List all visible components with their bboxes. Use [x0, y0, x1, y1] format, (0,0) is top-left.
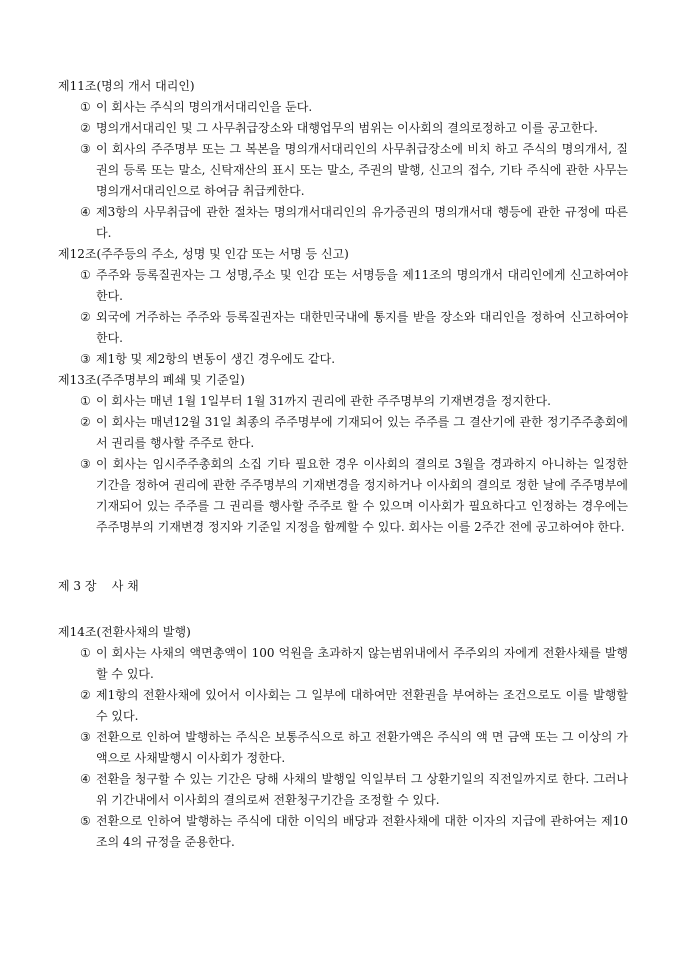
article-14 [58, 622, 628, 853]
article-item [58, 307, 628, 349]
item-text: 전환으로 인하여 발행하는 주식은 보통주식으로 하고 전환가액은 주식의 액 면 금액 또는 그 이상의 가액으로 사채발행시 이사회가 정한다. [96, 730, 628, 765]
item-number: ② [80, 310, 91, 324]
article-item [58, 349, 628, 370]
item-text: 이 회사는 매년12월 31일 최종의 주주명부에 기재되어 있는 주주를 그 결산기에 관한 정기주주총회에서 권리를 행사할 주주로 한다. [96, 415, 628, 450]
item-text: 외국에 거주하는 주주와 등록질권자는 대한민국내에 통지를 받을 장소와 대리인을 정하여 신고하여야 한다. [96, 310, 628, 345]
item-number: ③ [80, 142, 91, 156]
item-text: 주주와 등록질권자는 그 성명,주소 및 인감 또는 서명등을 제11조의 명의개서 대리인에게 신고하여야 한다. [96, 268, 628, 303]
article-item [58, 454, 628, 538]
item-number: ① [80, 268, 91, 282]
item-text: 이 회사는 주식의 명의개서대리인을 둔다. [96, 100, 313, 114]
article-13 [58, 370, 628, 538]
item-text: 이 회사의 주주명부 또는 그 복본을 명의개서대리인의 사무취급장소에 비치 하고 주식의 명의개서, 질권의 등록 또는 말소, 신탁재산의 표시 또는 말소, 주권의 발행, 신고의 접수, 기타 주식에 관한 사무는 명의개서대리인으로 하여금 취급케한다. [96, 142, 628, 198]
article-item [58, 139, 628, 202]
item-number: ① [80, 646, 91, 660]
item-text: 이 회사는 임시주주총회의 소집 기타 필요한 경우 이사회의 결의로 3월을 경과하지 아니하는 일정한 기간을 정하여 권리에 관한 주주명부의 기재변경을 정지하거나 이사회의 결의로 정한 날에 주주명부에 기재되어 있는 주주를 그 권리를 행사할 주주로 할 수 있으며 이사회가 필요하다고 인정하는 경우에는 주주명부의 기재변경 정지와 기준일 지정을 함께할 수 있다. 회사는 이를 2주간 전에 공고하여야 한다. [96, 457, 628, 534]
article-item [58, 118, 628, 139]
item-number: ③ [80, 730, 91, 744]
item-text: 제1항 및 제2항의 변동이 생긴 경우에도 같다. [96, 352, 336, 366]
article-item [58, 391, 628, 412]
item-number: ⑤ [80, 814, 91, 828]
item-number: ② [80, 121, 91, 135]
article-item [58, 685, 628, 727]
article-item [58, 412, 628, 454]
item-text: 전환을 청구할 수 있는 기간은 당해 사채의 발행일 익일부터 그 상환기일의 직전일까지로 한다. 그러나 위 기간내에서 이사회의 결의로써 전환청구기간을 조정할 수 있다. [96, 772, 628, 807]
article-title: 제11조(명의 개서 대리인) [58, 79, 195, 93]
item-text: 제1항의 전환사채에 있어서 이사회는 그 일부에 대하여만 전환권을 부여하는 조건으로도 이를 발행할 수 있다. [96, 688, 628, 723]
item-number: ④ [80, 772, 91, 786]
item-number: ② [80, 688, 91, 702]
article-12 [58, 244, 628, 370]
article-title: 제14조(전환사채의 발행) [58, 625, 191, 639]
article-11 [58, 76, 628, 244]
article-title: 제12조(주주등의 주소, 성명 및 인감 또는 서명 등 신고) [58, 247, 349, 261]
item-text: 이 회사는 매년 1월 1일부터 1월 31까지 권리에 관한 주주명부의 기재변경을 정지한다. [96, 394, 551, 408]
item-number: ③ [80, 352, 91, 366]
item-number: ① [80, 100, 91, 114]
item-number: ② [80, 415, 91, 429]
document-body [58, 76, 628, 853]
article-item [58, 265, 628, 307]
item-text: 명의개서대리인 및 그 사무취급장소와 대행업무의 범위는 이사회의 결의로정하고 이를 공고한다. [96, 121, 598, 135]
item-number: ④ [80, 205, 91, 219]
item-text: 제3항의 사무취급에 관한 절차는 명의개서대리인의 유가증권의 명의개서대 행등에 관한 규정에 따른다. [96, 205, 628, 240]
item-number: ③ [80, 457, 91, 471]
chapter-heading: 제 3 장 사 채 [58, 579, 139, 593]
article-item [58, 97, 628, 118]
article-item [58, 811, 628, 853]
article-title: 제13조(주주명부의 폐쇄 및 기준일) [58, 373, 245, 387]
article-item [58, 202, 628, 244]
item-number: ① [80, 394, 91, 408]
article-item [58, 643, 628, 685]
item-text: 이 회사는 사채의 액면총액이 100 억원을 초과하지 않는범위내에서 주주외의 자에게 전환사채를 발행할 수 있다. [96, 646, 628, 681]
article-item [58, 727, 628, 769]
item-text: 전환으로 인하여 발행하는 주식에 대한 이익의 배당과 전환사채에 대한 이자의 지급에 관하여는 제10조의 4의 규정을 준용한다. [96, 814, 628, 849]
article-item [58, 769, 628, 811]
